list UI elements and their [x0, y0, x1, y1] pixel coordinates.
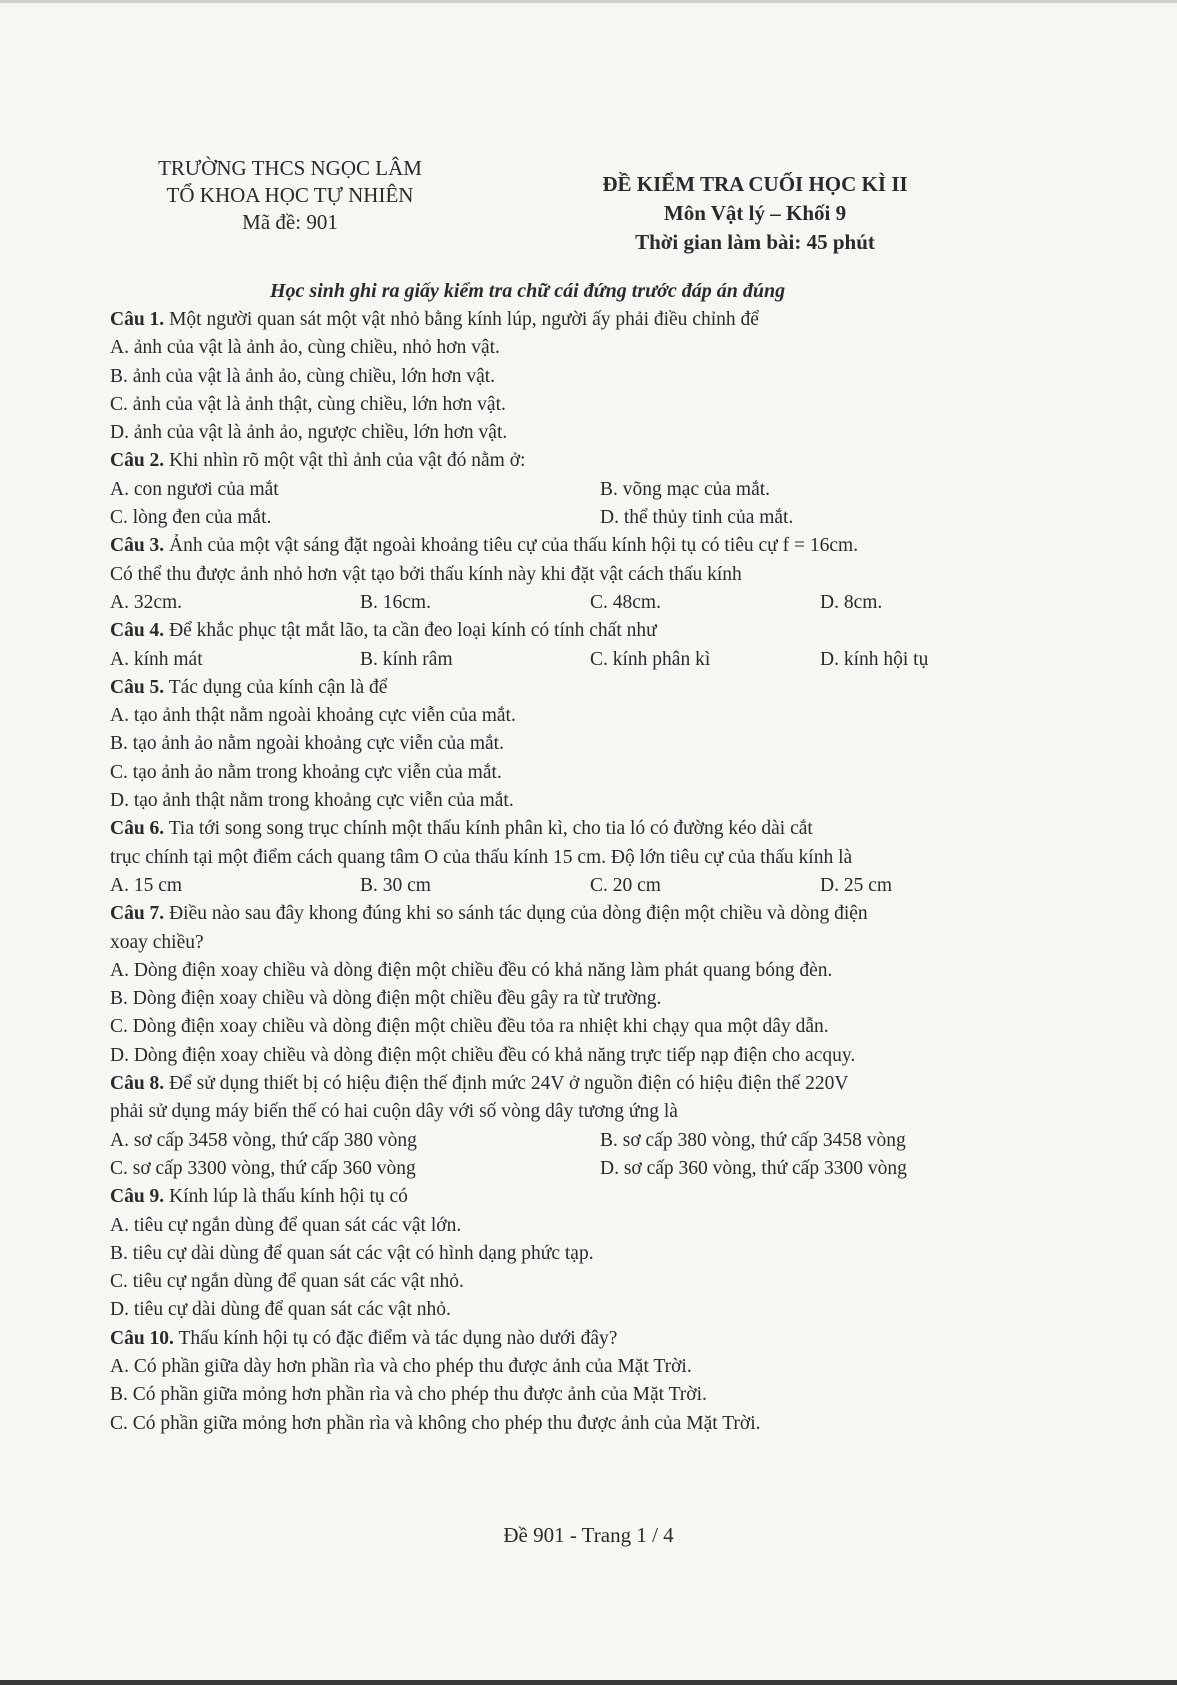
option-d: D. Dòng điện xoay chiều và dòng điện một chiều đều có khả năng trực tiếp nạp điện cho acquy. — [110, 1044, 856, 1066]
exam-code: Mã đề: 901 — [242, 210, 338, 234]
option-d: D. tạo ảnh thật nằm trong khoảng cực viễn của mắt. — [110, 790, 514, 812]
option-b: B. kính râm — [360, 648, 453, 670]
option-row — [110, 872, 1090, 900]
question-text: Để khắc phục tật mắt lão, ta cần đeo loại kính có tính chất như — [164, 620, 657, 642]
question-text: Khi nhìn rõ một vật thì ảnh của vật đó nằm ở: — [164, 450, 526, 472]
option-row — [110, 646, 1090, 674]
page-footer: Đề 901 - Trang 1 / 4 — [503, 1523, 674, 1547]
question-8 — [110, 1070, 1090, 1098]
question-label: Câu 7. — [110, 903, 165, 925]
option-a: A. Dòng điện xoay chiều và dòng điện một chiều đều có khả năng làm phát quang bóng đèn. — [110, 959, 833, 981]
department-name: TỔ KHOA HỌC TỰ NHIÊN — [166, 183, 414, 207]
exam-header — [570, 170, 940, 257]
option-c: C. lòng đen của mắt. — [110, 507, 272, 529]
question-4 — [110, 617, 1090, 645]
question-label: Câu 1. — [110, 309, 165, 330]
option-c: C. sơ cấp 3300 vòng, thứ cấp 360 vòng — [110, 1157, 416, 1179]
option-d: D. 8cm. — [820, 591, 883, 613]
question-text: Thấu kính hội tụ có đặc điểm và tác dụng nào dưới đây? — [173, 1327, 618, 1349]
question-6 — [110, 815, 1090, 843]
option-c: C. tạo ảnh ảo nằm trong khoảng cực viễn của mắt. — [110, 761, 502, 783]
option-c: C. Dòng điện xoay chiều và dòng điện một chiều đều tỏa ra nhiệt khi chạy qua một dây dẫn. — [110, 1016, 829, 1038]
question-list — [110, 306, 1090, 1438]
question-5 — [110, 674, 1090, 702]
exam-subject: Môn Vật lý – Khối 9 — [663, 201, 847, 225]
question-text-cont: phải sử dụng máy biến thế có hai cuộn dây với số vòng dây tương ứng là — [110, 1101, 678, 1123]
option-a: A. sơ cấp 3458 vòng, thứ cấp 380 vòng — [110, 1129, 417, 1151]
option-row — [110, 504, 1090, 532]
option-d: D. sơ cấp 360 vòng, thứ cấp 3300 vòng — [600, 1157, 907, 1179]
option-c: C. 48cm. — [590, 591, 661, 613]
option-b: B. Dòng điện xoay chiều và dòng điện một chiều đều gây ra từ trường. — [110, 988, 662, 1010]
instruction-text: Học sinh ghi ra giấy kiểm tra chữ cái đứng trước đáp án đúng — [270, 280, 786, 302]
option-a: A. ảnh của vật là ảnh ảo, cùng chiều, nhỏ hơn vật. — [110, 337, 500, 359]
question-text: Tia tới song song trục chính một thấu kính phân kì, cho tia ló có đường kéo dài cắt — [164, 818, 813, 840]
question-text-cont: Có thể thu được ảnh nhỏ hơn vật tạo bởi thấu kính này khi đặt vật cách thấu kính — [110, 563, 742, 585]
question-text: Để sử dụng thiết bị có hiệu điện thế định mức 24V ở nguồn điện có hiệu điện thế 220V — [164, 1073, 849, 1095]
option-a: A. tiêu cự ngắn dùng để quan sát các vật lớn. — [110, 1214, 462, 1236]
option-row — [110, 589, 1090, 617]
option-a: A. 15 cm — [110, 874, 183, 896]
option-b: B. tiêu cự dài dùng để quan sát các vật có hình dạng phức tạp. — [110, 1242, 594, 1264]
option-a: A. tạo ảnh thật nằm ngoài khoảng cực viễn của mắt. — [110, 705, 516, 727]
option-row — [110, 1155, 1090, 1183]
question-10 — [110, 1325, 1090, 1353]
option-b: B. võng mạc của mắt. — [600, 478, 771, 500]
question-text: Tác dụng của kính cận là để — [164, 676, 388, 698]
question-text: Ảnh của một vật sáng đặt ngoài khoảng tiêu cự của thấu kính hội tụ có tiêu cự f = 16cm. — [164, 535, 859, 557]
school-header — [110, 155, 470, 236]
question-label: Câu 9. — [110, 1186, 165, 1208]
question-label: Câu 8. — [110, 1073, 165, 1095]
question-label: Câu 3. — [110, 535, 165, 557]
option-a: A. 32cm. — [110, 591, 183, 613]
option-b: B. Có phần giữa mỏng hơn phần rìa và cho phép thu được ảnh của Mặt Trời. — [110, 1384, 707, 1406]
option-d: D. thể thủy tinh của mắt. — [600, 507, 794, 529]
question-text: Điều nào sau đây khong đúng khi so sánh tác dụng của dòng điện một chiều và dòng điện — [164, 903, 868, 925]
option-row — [110, 476, 1090, 504]
school-name: TRƯỜNG THCS NGỌC LÂM — [158, 156, 422, 180]
option-c: C. Có phần giữa mỏng hơn phần rìa và không cho phép thu được ảnh của Mặt Trời. — [110, 1412, 761, 1434]
option-c: C. kính phân kì — [590, 648, 711, 670]
question-3 — [110, 532, 1090, 560]
question-text-cont: trục chính tại một điểm cách quang tâm O của thấu kính 15 cm. Độ lớn tiêu cự của thấu kính là — [110, 846, 853, 868]
question-text: Một người quan sát một vật nhỏ bằng kính lúp, người ấy phải điều chỉnh để — [164, 309, 759, 330]
option-d: D. tiêu cự dài dùng để quan sát các vật nhỏ. — [110, 1299, 451, 1321]
exam-time: Thời gian làm bài: 45 phút — [635, 230, 875, 254]
option-a: A. con ngươi của mắt — [110, 478, 279, 500]
question-label: Câu 6. — [110, 818, 165, 840]
scan-edge-top — [0, 0, 1177, 3]
question-label: Câu 10. — [110, 1327, 174, 1349]
option-b: B. 16cm. — [360, 591, 431, 613]
option-c: C. 20 cm — [590, 874, 661, 896]
option-a: A. kính mát — [110, 648, 203, 670]
option-d: D. ảnh của vật là ảnh ảo, ngược chiều, lớn hơn vật. — [110, 422, 508, 444]
question-text: Kính lúp là thấu kính hội tụ có — [164, 1186, 408, 1208]
option-b: B. sơ cấp 380 vòng, thứ cấp 3458 vòng — [600, 1129, 906, 1151]
question-label: Câu 4. — [110, 620, 165, 642]
scan-edge-bottom — [0, 1680, 1177, 1685]
question-label: Câu 2. — [110, 450, 165, 472]
option-b: B. 30 cm — [360, 874, 431, 896]
exam-title: ĐỀ KIỂM TRA CUỐI HỌC KÌ II — [602, 172, 908, 196]
option-d: D. 25 cm — [820, 874, 893, 896]
question-9 — [110, 1183, 1090, 1211]
option-a: A. Có phần giữa dày hơn phần rìa và cho phép thu được ảnh của Mặt Trời. — [110, 1355, 692, 1377]
question-2 — [110, 447, 1090, 475]
question-text-cont: xoay chiều? — [110, 931, 204, 953]
question-1 — [110, 306, 1090, 334]
option-b: B. ảnh của vật là ảnh ảo, cùng chiều, lớn hơn vật. — [110, 365, 496, 387]
option-c: C. tiêu cự ngắn dùng để quan sát các vật nhỏ. — [110, 1271, 464, 1293]
option-b: B. tạo ảnh ảo nằm ngoài khoảng cực viễn của mắt. — [110, 733, 504, 755]
question-7 — [110, 900, 1090, 928]
option-c: C. ảnh của vật là ảnh thật, cùng chiều, lớn hơn vật. — [110, 393, 506, 415]
option-row — [110, 1127, 1090, 1155]
question-label: Câu 5. — [110, 676, 165, 698]
option-d: D. kính hội tụ — [820, 648, 929, 670]
